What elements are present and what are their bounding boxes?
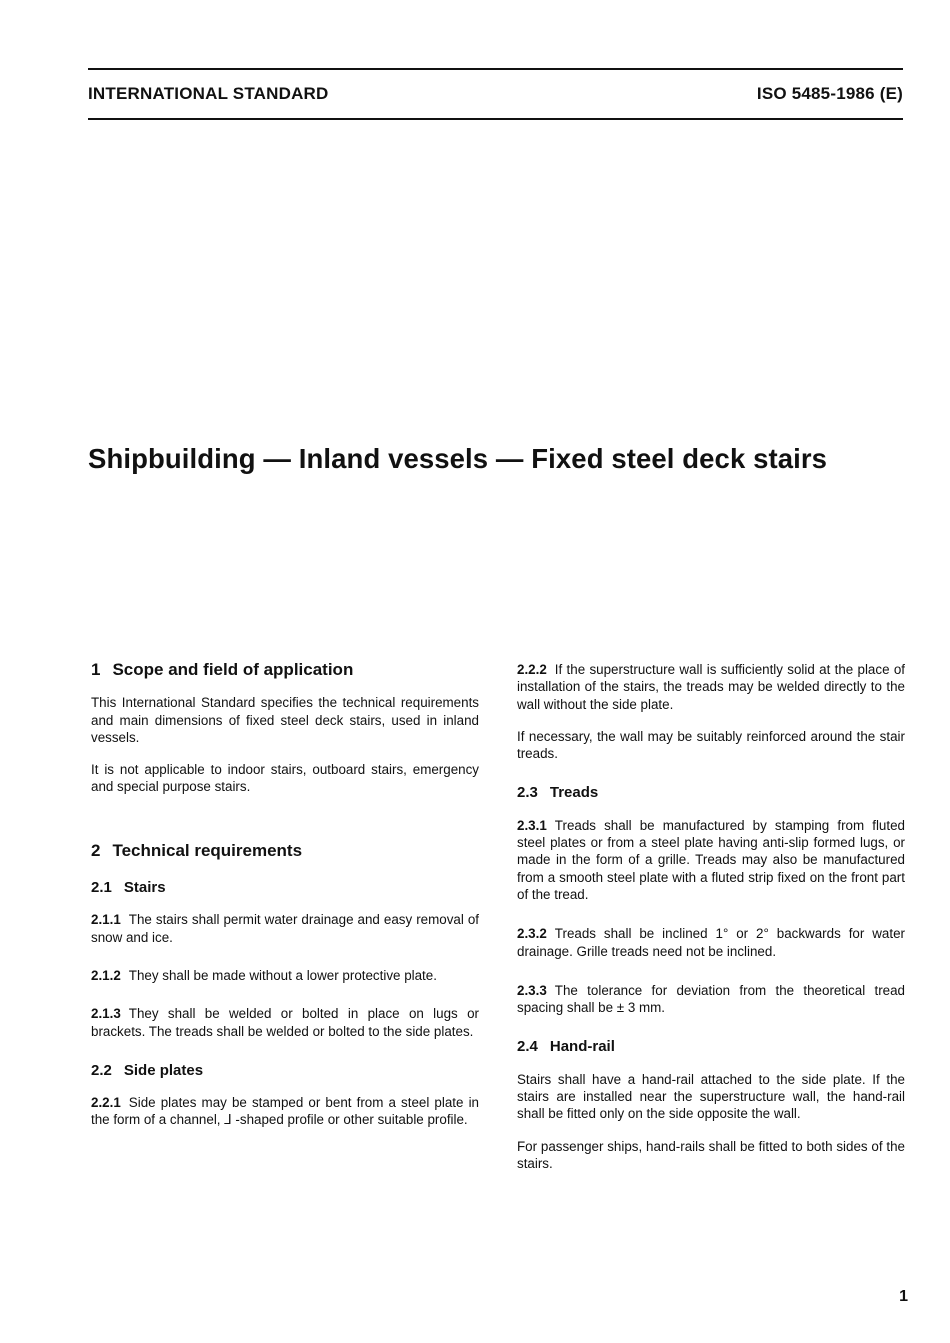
clause-number: 2.2.1 [91, 1095, 121, 1111]
clause-text: The tolerance for deviation from the theoretical tread spacing shall be ± 3 mm. [517, 982, 905, 1016]
clause-text: Side plates may be stamped or bent from a steel plate in the form of a channel, ⅃ -shaped profile or other suitable profile. [91, 1095, 479, 1128]
subsection-number: 2.2 [91, 1061, 112, 1079]
subsection-2-4-heading [517, 1038, 905, 1055]
clause-number: 2.1.2 [91, 967, 121, 983]
clause-text: Treads shall be manufactured by stamping from fluted steel plates or from a steel plate having anti-slip formed lugs, or made in the form of a grille. Treads may also be manufactured from a smooth steel plate with a fluted strip fixed on the front part of the tread. [517, 817, 905, 902]
clause-2-3-1 [517, 817, 905, 903]
clause-text: They shall be welded or bolted in place on lugs or brackets. The treads shall be welded or bolted to the side plates. [91, 1006, 479, 1039]
section-number: 1 [91, 660, 101, 679]
clause-number: 2.2.2 [517, 662, 547, 677]
clause-text: They shall be made without a lower protective plate. [128, 967, 437, 983]
page-number: 1 [899, 1288, 908, 1305]
subsection-number: 2.4 [517, 1038, 538, 1056]
clause-number: 2.3.2 [517, 926, 547, 942]
subsection-title: Side plates [123, 1061, 204, 1079]
clause-text: Treads shall be inclined 1° or 2° backwards for water drainage. Grille treads need not be inclined. [517, 926, 905, 959]
right-column [517, 661, 905, 1172]
clause-2-2-2 [517, 661, 905, 713]
clause-number: 2.3.3 [517, 982, 547, 998]
clause-text: The stairs shall permit water drainage and easy removal of snow and ice. [91, 912, 479, 945]
header-bottom-rule [88, 118, 903, 120]
section-2-heading [91, 842, 479, 859]
section-title: Technical requirements [112, 840, 303, 860]
scope-paragraph-2: It is not applicable to indoor stairs, outboard stairs, emergency and special purpose stairs. [91, 762, 479, 795]
clause-2-2-1 [91, 1094, 479, 1129]
subsection-title: Stairs [123, 879, 166, 897]
clause-number: 2.1.1 [91, 912, 121, 928]
clause-number: 2.1.3 [91, 1006, 121, 1022]
section-title: Scope and field of application [112, 660, 354, 679]
section-number: 2 [91, 840, 101, 860]
subsection-2-1-heading [91, 879, 479, 896]
header-top-rule [88, 68, 903, 70]
handrail-paragraph-1: Stairs shall have a hand-rail attached to the side plate. If the stairs are installed near the superstructure wall, the hand-rail shall be fitted only on the side opposite the wall. [517, 1071, 905, 1122]
subsection-title: Hand-rail [549, 1038, 615, 1056]
scope-paragraph-1: This International Standard specifies the technical requirements and main dimensions of fixed steel deck stairs, used in inland vessels. [91, 695, 479, 745]
subsection-2-2-heading [91, 1062, 479, 1079]
handrail-paragraph-2: For passenger ships, hand-rails shall be fitted to both sides of the stairs. [517, 1138, 905, 1171]
document-title: Shipbuilding — Inland vessels — Fixed steel deck stairs [88, 443, 828, 474]
document-type-label: INTERNATIONAL STANDARD [88, 84, 329, 103]
left-column [91, 661, 479, 1129]
clause-2-1-2 [91, 967, 479, 984]
subsection-2-3-heading [517, 784, 905, 801]
clause-text: If the superstructure wall is sufficiently solid at the place of installation of the stairs, the treads may be welded directly to the wall without the side plate. [517, 662, 905, 712]
clause-2-3-3 [517, 982, 905, 1017]
clause-2-2-2-paragraph-2: If necessary, the wall may be suitably reinforced around the stair treads. [517, 728, 905, 762]
clause-2-1-3 [91, 1005, 479, 1040]
subsection-number: 2.3 [517, 784, 538, 802]
subsection-title: Treads [549, 784, 599, 802]
standard-number: ISO 5485-1986 (E) [756, 84, 903, 103]
clause-2-3-2 [517, 925, 905, 960]
subsection-number: 2.1 [91, 879, 112, 897]
section-1-heading [91, 661, 479, 678]
clause-number: 2.3.1 [517, 817, 547, 833]
clause-2-1-1 [91, 911, 479, 946]
